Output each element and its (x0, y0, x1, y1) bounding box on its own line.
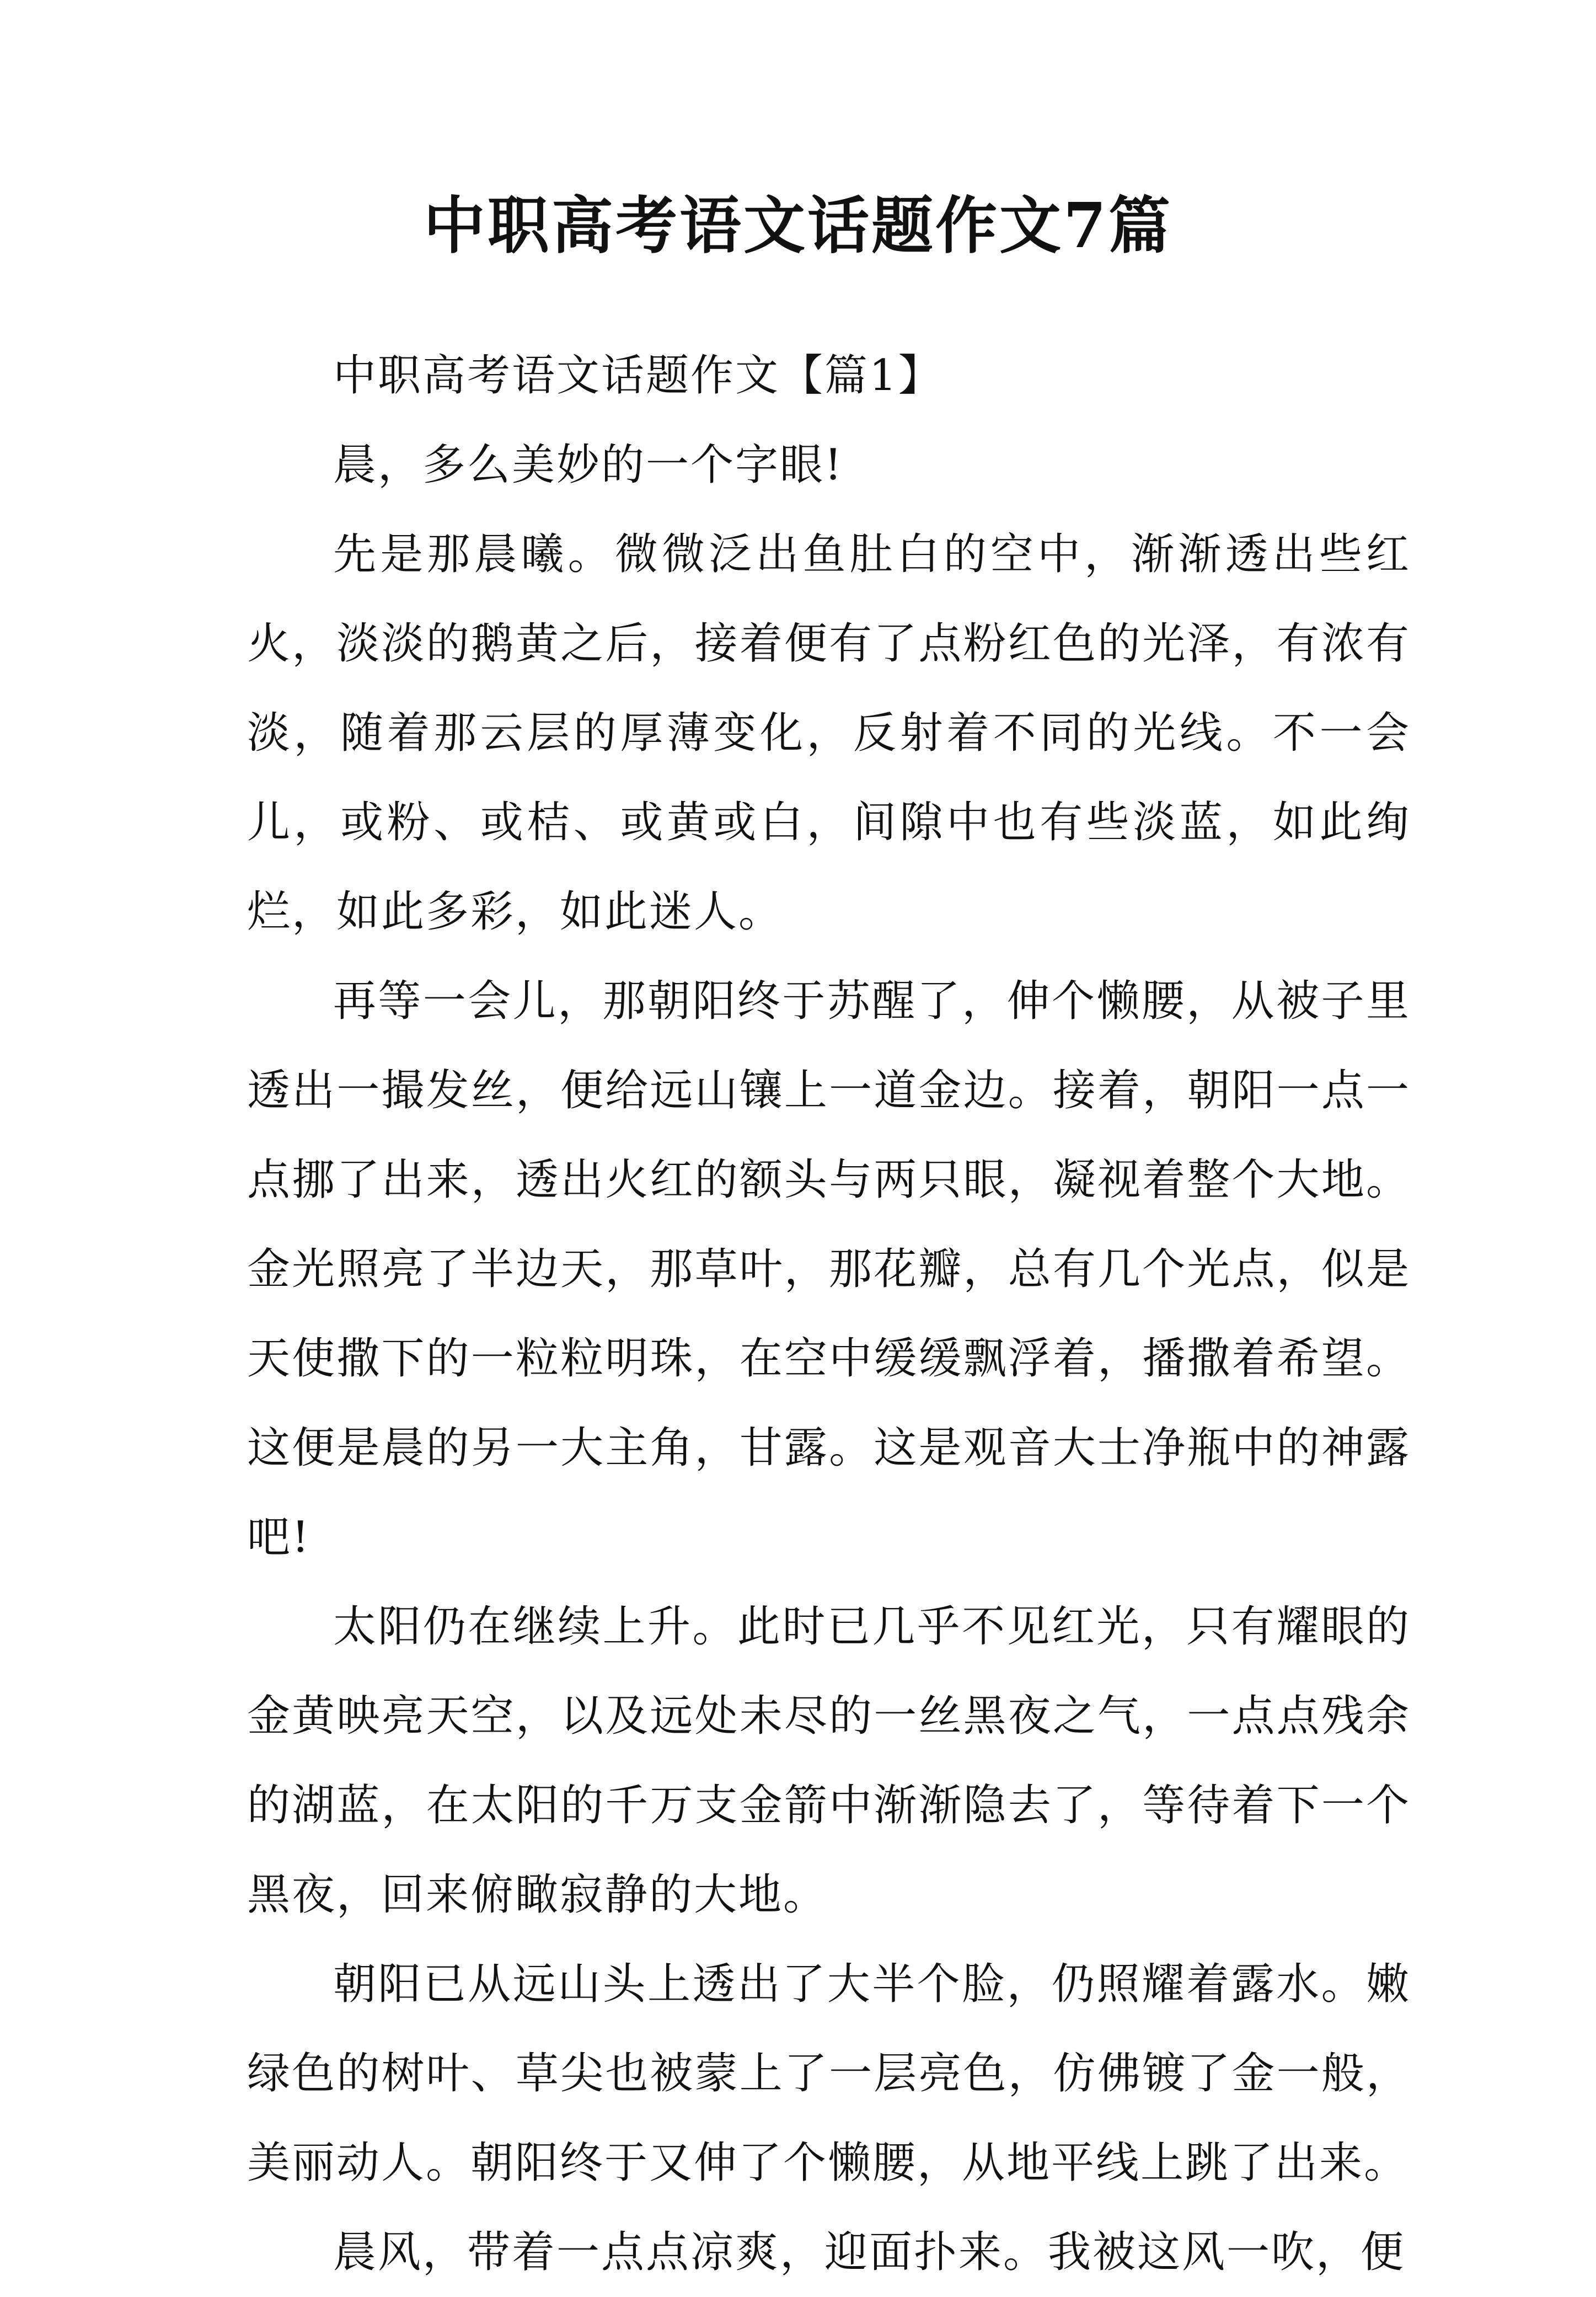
paragraph: 朝阳已从远山头上透出了大半个脸，仍照耀着露水。嫩绿色的树叶、草尖也被蒙上了一层亮色，仿佛镀了金一般，美丽动人。朝阳终于又伸了个懒腰，从地平线上跳了出来。 (247, 1959, 1411, 2188)
paragraph: 太阳仍在继续上升。此时已几乎不见红光，只有耀眼的金黄映亮天空，以及远处未尽的一丝黑夜之气，一点点残余的湖蓝，在太阳的千万支金箭中渐渐隐去了，等待着下一个黑夜，回来俯瞰寂静的大地。 (247, 1602, 1411, 1920)
paragraph: 再等一会儿，那朝阳终于苏醒了，伸个懒腰，从被子里透出一撮发丝，便给远山镶上一道金边。接着，朝阳一点一点挪了出来，透出火红的额头与两只眼，凝视着整个大地。金光照亮了半边天，那草叶，那花瓣，总有几个光点，似是天使撒下的一粒粒明珠，在空中缓缓飘浮着，播撒着希望。这便是晨的另一大主角，甘露。这是观音大士净瓶中的神露吧! (247, 976, 1411, 1562)
document-title: 中职高考语文话题作文7篇 (424, 190, 1172, 262)
paragraph: 先是那晨曦。微微泛出鱼肚白的空中，渐渐透出些红火，淡淡的鹅黄之后，接着便有了点粉红色的光泽，有浓有淡，随着那云层的厚薄变化，反射着不同的光线。不一会儿，或粉、或桔、或黄或白，间隙中也有些淡蓝，如此绚烂，如此多彩，如此迷人。 (247, 530, 1411, 937)
paragraph: 晨风，带着一点点凉爽，迎面扑来。我被这风一吹，便 (333, 2227, 1406, 2277)
section-heading: 中职高考语文话题作文【篇1】 (333, 351, 943, 400)
paragraph: 晨，多么美妙的一个字眼! (333, 440, 844, 490)
document-body (247, 331, 1411, 2297)
